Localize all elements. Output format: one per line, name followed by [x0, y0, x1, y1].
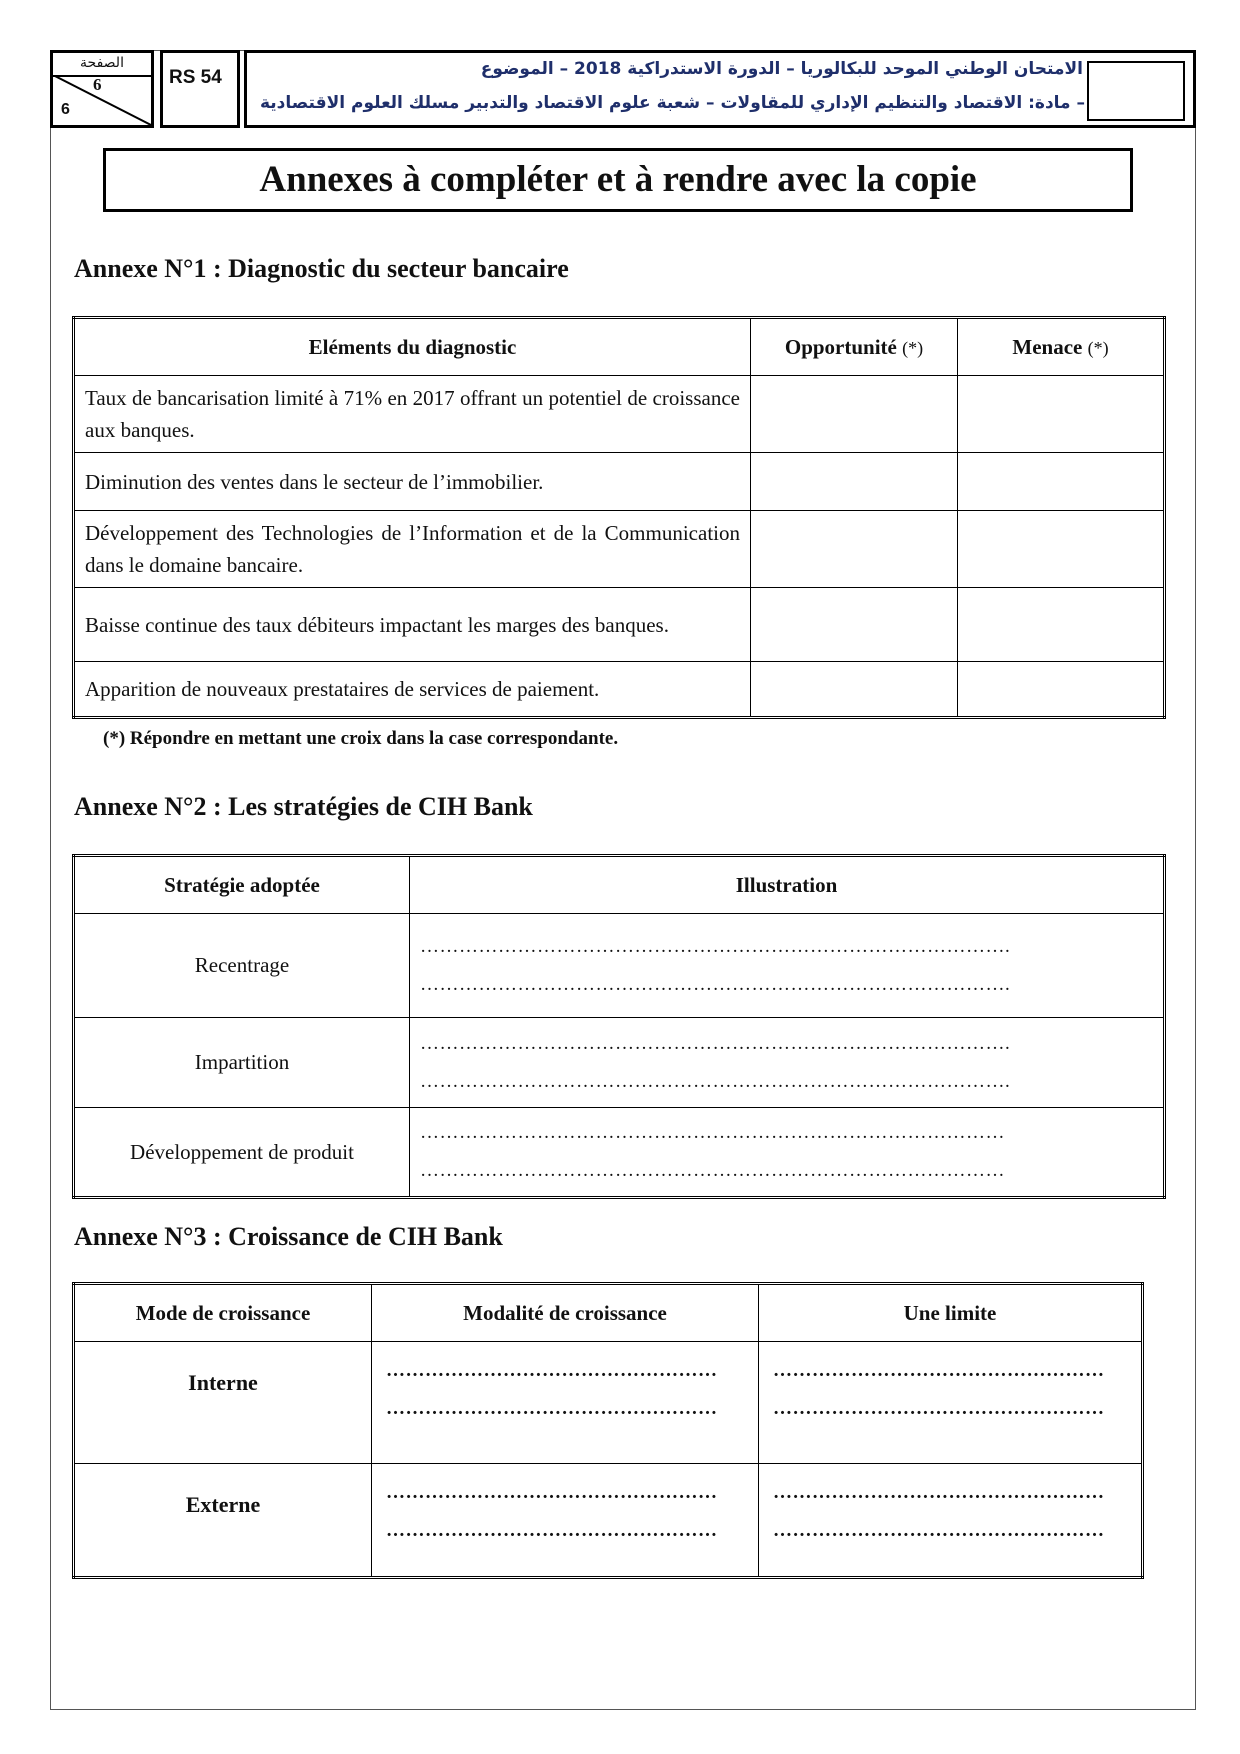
modalite-answer[interactable]: …………………………………………… ……………………………………………	[372, 1464, 759, 1578]
opportunite-checkbox[interactable]	[751, 662, 958, 718]
exam-header	[50, 50, 1196, 128]
table-row	[74, 453, 1165, 511]
col-opportunite: Opportunité (*)	[751, 318, 958, 376]
diagnostic-element: Développement des Technologies de l’Information et de la Communication dans le domaine bancaire.	[74, 511, 751, 588]
col-menace: Menace (*)	[958, 318, 1165, 376]
diagnostic-element: Apparition de nouveaux prestataires de services de paiement.	[74, 662, 751, 718]
table-row	[74, 511, 1165, 588]
exam-code: RS 54	[160, 50, 240, 128]
page-number-box	[50, 50, 154, 128]
menace-checkbox[interactable]	[958, 511, 1165, 588]
limite-answer[interactable]: …………………………………………… ……………………………………………	[759, 1464, 1143, 1578]
annexe1-table	[72, 316, 1166, 719]
table-row	[74, 588, 1165, 662]
mode-cell: Externe	[74, 1464, 372, 1578]
mode-cell: Interne	[74, 1342, 372, 1464]
annexe1-note: (*) Répondre en mettant une croix dans la case correspondante.	[103, 728, 619, 749]
limite-answer[interactable]: …………………………………………… ……………………………………………	[759, 1342, 1143, 1464]
menace-checkbox[interactable]	[958, 376, 1165, 453]
illustration-answer[interactable]: ………………………………………………………………………………. ……………………………………………………………………………….	[410, 914, 1165, 1018]
diagnostic-element: Diminution des ventes dans le secteur de l’immobilier.	[74, 453, 751, 511]
strategie-cell: Impartition	[74, 1018, 410, 1108]
annexe1-heading: Annexe N°1 : Diagnostic du secteur bancaire	[74, 254, 569, 283]
opportunite-checkbox[interactable]	[751, 376, 958, 453]
exam-title-box	[244, 50, 1196, 128]
strategie-cell: Recentrage	[74, 914, 410, 1018]
exam-title-line2: – مادة: الاقتصاد والتنظيم الإداري للمقاولات – شعبة علوم الاقتصاد والتدبير مسلك العلوم الاقتصادية	[259, 93, 1085, 113]
menace-checkbox[interactable]	[958, 453, 1165, 511]
strategie-cell: Développement de produit	[74, 1108, 410, 1198]
col-illustration: Illustration	[410, 856, 1165, 914]
annexe2-heading: Annexe N°2 : Les stratégies de CIH Bank	[74, 792, 533, 821]
table-row	[74, 1464, 1143, 1578]
exam-title-line1: الامتحان الوطني الموحد للبكالوريا – الدورة الاستدراكية 2018 – الموضوع	[480, 59, 1083, 79]
table-row	[74, 376, 1165, 453]
annexe3-table	[72, 1282, 1144, 1579]
col-elements: Eléments du diagnostic	[74, 318, 751, 376]
modalite-answer[interactable]: …………………………………………… ……………………………………………	[372, 1342, 759, 1464]
opportunite-checkbox[interactable]	[751, 453, 958, 511]
page-number: 6	[93, 75, 102, 94]
page-label: الصفحة	[53, 53, 151, 77]
table-row	[74, 662, 1165, 718]
col-modalite: Modalité de croissance	[372, 1284, 759, 1342]
annexe2-table	[72, 854, 1166, 1199]
table-row	[74, 1342, 1143, 1464]
page-total: 6	[61, 101, 70, 118]
opportunite-checkbox[interactable]	[751, 511, 958, 588]
col-strategie: Stratégie adoptée	[74, 856, 410, 914]
table-row	[74, 1108, 1165, 1198]
diagnostic-element: Taux de bancarisation limité à 71% en 2017 offrant un potentiel de croissance aux banques.	[74, 376, 751, 453]
col-mode: Mode de croissance	[74, 1284, 372, 1342]
diagnostic-element: Baisse continue des taux débiteurs impactant les marges des banques.	[74, 588, 751, 662]
illustration-answer[interactable]: ………………………………………………………………………………. ……………………………………………………………………………….	[410, 1018, 1165, 1108]
menace-checkbox[interactable]	[958, 588, 1165, 662]
annexe3-heading: Annexe N°3 : Croissance de CIH Bank	[74, 1222, 503, 1251]
empty-code-box	[1087, 61, 1185, 121]
page-title: Annexes à compléter et à rendre avec la copie	[103, 148, 1133, 212]
menace-checkbox[interactable]	[958, 662, 1165, 718]
table-row	[74, 1018, 1165, 1108]
table-row	[74, 914, 1165, 1018]
opportunite-checkbox[interactable]	[751, 588, 958, 662]
illustration-answer[interactable]: ……………………………………………………………………………… ………………………………………………………………………………	[410, 1108, 1165, 1198]
col-limite: Une limite	[759, 1284, 1143, 1342]
